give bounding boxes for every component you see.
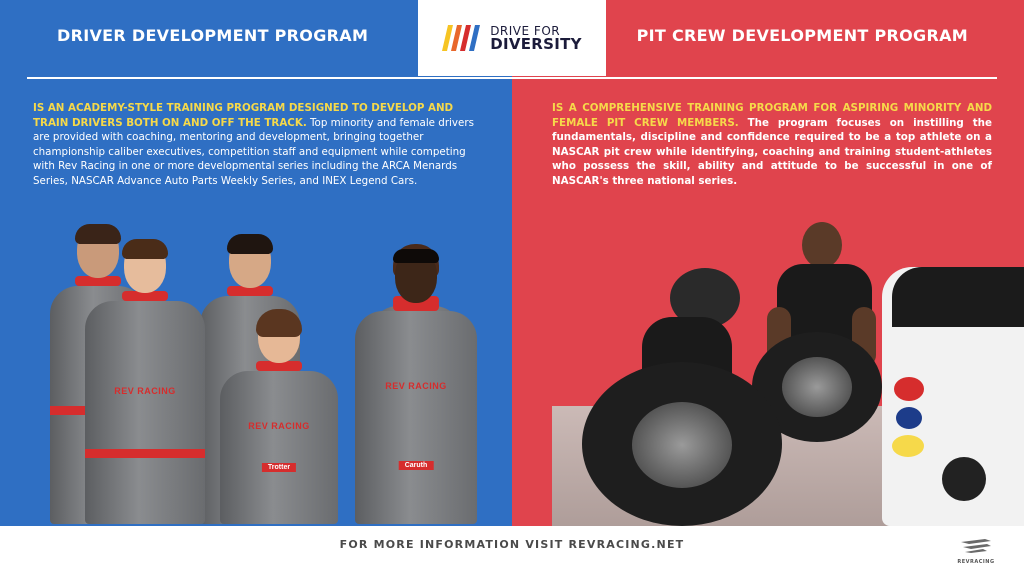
driver-program-description <box>33 101 478 188</box>
multi-color-stripes-icon <box>442 25 482 51</box>
sponsor-decal-icon <box>896 407 922 429</box>
driver-program-highlight: IS AN ACADEMY-STYLE TRAINING PROGRAM DESIGNED TO DEVELOP AND TRAIN DRIVERS BOTH ON AND OFF THE TRACK. <box>33 102 454 129</box>
driver-figure <box>220 311 338 526</box>
pit-crew-photo <box>552 212 1024 526</box>
divider-line <box>27 77 512 79</box>
drivers-group-photo <box>30 215 490 526</box>
corner-logo-text: REVRACING <box>957 559 995 565</box>
car-windshield <box>892 267 1024 327</box>
name-tag: Trotter <box>262 463 296 472</box>
tire-icon <box>582 362 782 526</box>
name-tag: Caruth <box>399 461 434 470</box>
suit-brand-label: REV RACING <box>114 386 176 396</box>
rev-racing-logo-icon <box>959 538 993 554</box>
footer-cta <box>0 538 1024 551</box>
suit-brand-label: REV RACING <box>385 381 447 391</box>
logo-line-2: DIVERSITY <box>490 34 582 53</box>
driver-program-panel <box>0 0 512 526</box>
sponsor-decal-icon <box>892 435 924 457</box>
pit-crew-program-description <box>552 101 992 188</box>
wheel-rim <box>782 357 852 417</box>
footer-text: FOR MORE INFORMATION VISIT <box>339 538 569 551</box>
pit-crew-program-title: PIT CREW DEVELOPMENT PROGRAM <box>636 26 968 45</box>
divider-line <box>512 77 997 79</box>
footer-link[interactable]: REVRACING.NET <box>568 538 685 551</box>
crew-head <box>802 222 842 268</box>
driver-program-body: Top minority and female drivers are provided with coaching, mentoring and development, bringing together championship caliber executives, competition staff and equipment while competing with Rev Racing in one or more developmental series including the ARCA Menards Series, NASCAR Advance Auto Parts Weekly Series, and INEX Legend Cars. <box>33 116 474 187</box>
logo-line-1: DRIVE FOR <box>490 23 561 38</box>
driver-figure <box>355 251 477 526</box>
driver-program-title: DRIVER DEVELOPMENT PROGRAM <box>57 26 369 45</box>
rev-racing-logo <box>956 538 996 566</box>
car-wheel <box>942 457 986 501</box>
pit-crew-program-panel <box>512 0 1024 526</box>
wheel-rim <box>632 402 732 488</box>
pit-crew-program-highlight: IS A COMPREHENSIVE TRAINING PROGRAM FOR ASPIRING MINORITY AND FEMALE PIT CREW MEMBERS. <box>552 102 992 129</box>
pit-crew-program-body: The program focuses on instilling the fundamentals, discipline and confidence required to be a top athlete on a NASCAR pit crew while identifying, coaching and training student-athletes who possess the skill, ability and attitude to be successful in one of NASCAR's three national series. <box>552 116 992 187</box>
sponsor-decal-icon <box>894 377 924 401</box>
driver-figure <box>85 241 205 526</box>
suit-brand-label: REV RACING <box>248 421 310 431</box>
drive-for-diversity-logo <box>418 0 606 76</box>
race-car <box>882 267 1024 526</box>
